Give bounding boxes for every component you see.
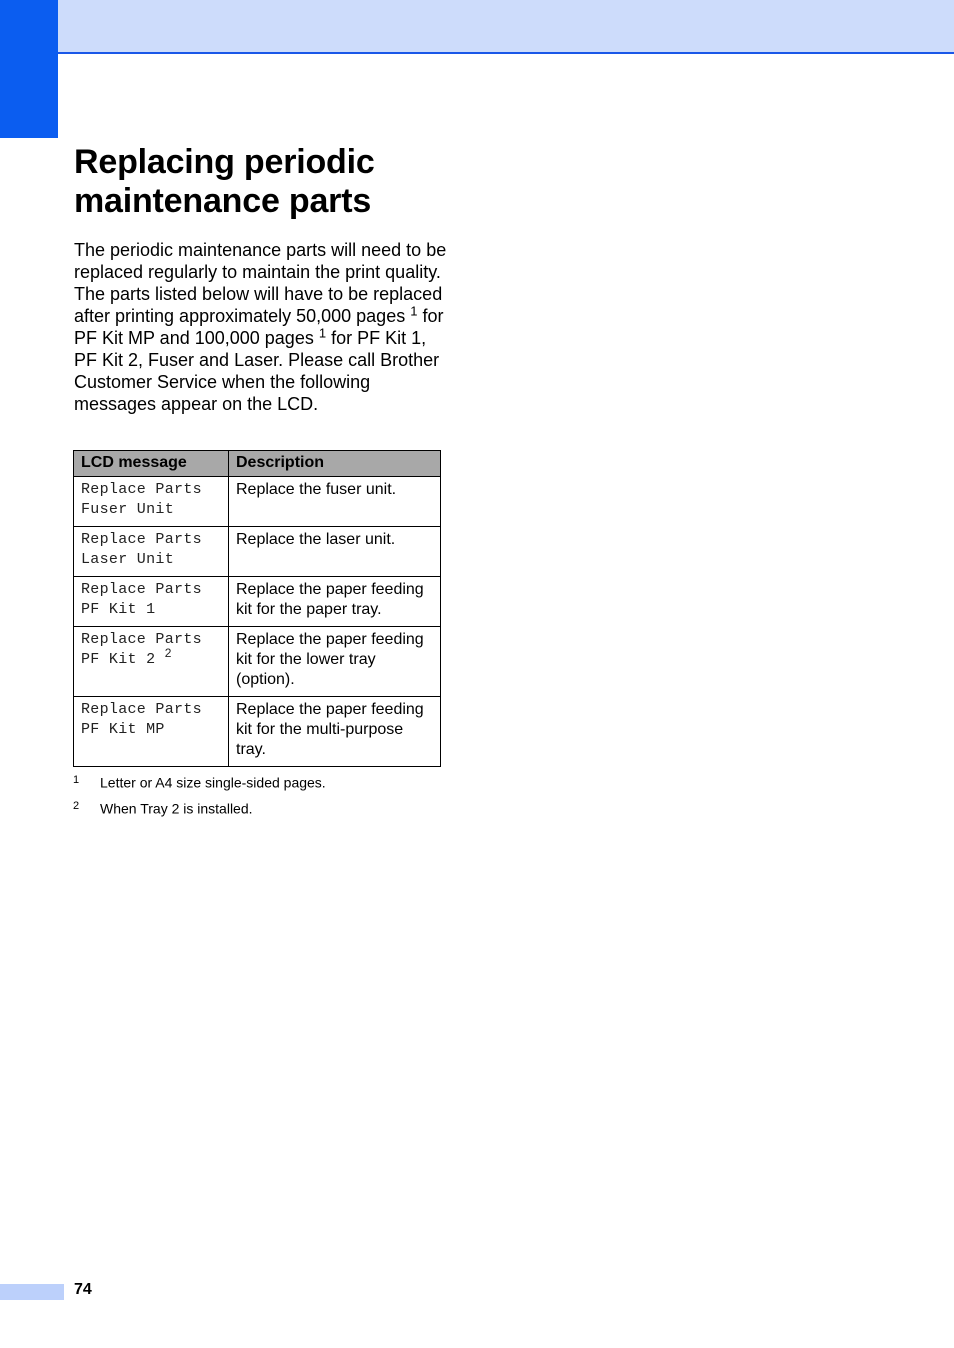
description-cell: Replace the fuser unit. xyxy=(229,477,441,527)
footnote-mark: 2 xyxy=(73,800,80,812)
table-header-row xyxy=(74,451,441,477)
page-number: 74 xyxy=(74,1281,92,1298)
lcd-message-line-1: Replace Parts xyxy=(81,701,202,718)
footnote xyxy=(73,797,253,817)
footnote-text: Letter or A4 size single-sided pages. xyxy=(100,774,326,791)
lcd-message-line-1: Replace Parts xyxy=(81,581,202,598)
table-row xyxy=(74,697,441,767)
lcd-message-cell xyxy=(74,697,229,767)
lcd-message-cell xyxy=(74,477,229,527)
footer-band xyxy=(0,1284,64,1300)
lcd-message-line-2: PF Kit 2 xyxy=(81,651,156,668)
lcd-message-cell xyxy=(74,627,229,697)
table-row xyxy=(74,527,441,577)
footnote xyxy=(73,771,326,791)
description-cell: Replace the laser unit. xyxy=(229,527,441,577)
footnote-ref: 1 xyxy=(410,303,418,319)
intro-paragraph xyxy=(74,239,454,415)
description-cell: Replace the paper feeding kit for the paper tray. xyxy=(229,577,441,627)
lcd-message-line-1: Replace Parts xyxy=(81,481,202,498)
table-row xyxy=(74,477,441,527)
column-header-lcd-message: LCD message xyxy=(74,451,229,477)
lcd-message-line-2: PF Kit 1 xyxy=(81,601,156,618)
lcd-message-line-2: Laser Unit xyxy=(81,551,175,568)
lcd-message-line-1: Replace Parts xyxy=(81,531,202,548)
footnote-mark: 1 xyxy=(73,774,80,786)
intro-text-2: for PF Kit MP and 100,000 pages xyxy=(74,306,444,348)
lcd-message-line-2: Fuser Unit xyxy=(81,501,175,518)
intro-text-1: The periodic maintenance parts will need to be replaced regularly to maintain the print quality. The parts listed below will have to be replaced after printing approximately 50,000 pages xyxy=(74,240,447,326)
page-title xyxy=(74,143,494,221)
page-title-line-1: Replacing periodic xyxy=(74,143,375,181)
maintenance-parts-table xyxy=(73,450,441,767)
footnote-ref: 2 xyxy=(164,646,172,660)
lcd-message-cell xyxy=(74,527,229,577)
intro-text-3: for PF Kit 1, PF Kit 2, Fuser and Laser. Please call Brother Customer Service when the following messages appear on the LCD. xyxy=(74,328,440,414)
table-row xyxy=(74,577,441,627)
footnote-text: When Tray 2 is installed. xyxy=(100,800,253,817)
description-cell: Replace the paper feeding kit for the multi-purpose tray. xyxy=(229,697,441,767)
lcd-message-line-2: PF Kit MP xyxy=(81,721,165,738)
chapter-tab xyxy=(0,0,58,138)
table-row xyxy=(74,627,441,697)
header-band xyxy=(58,0,954,54)
column-header-description: Description xyxy=(229,451,441,477)
footnote-ref: 1 xyxy=(318,325,327,341)
lcd-message-line-1: Replace Parts xyxy=(81,631,202,648)
page-title-line-2: maintenance parts xyxy=(74,182,372,220)
lcd-message-cell xyxy=(74,577,229,627)
description-cell: Replace the paper feeding kit for the lower tray (option). xyxy=(229,627,441,697)
